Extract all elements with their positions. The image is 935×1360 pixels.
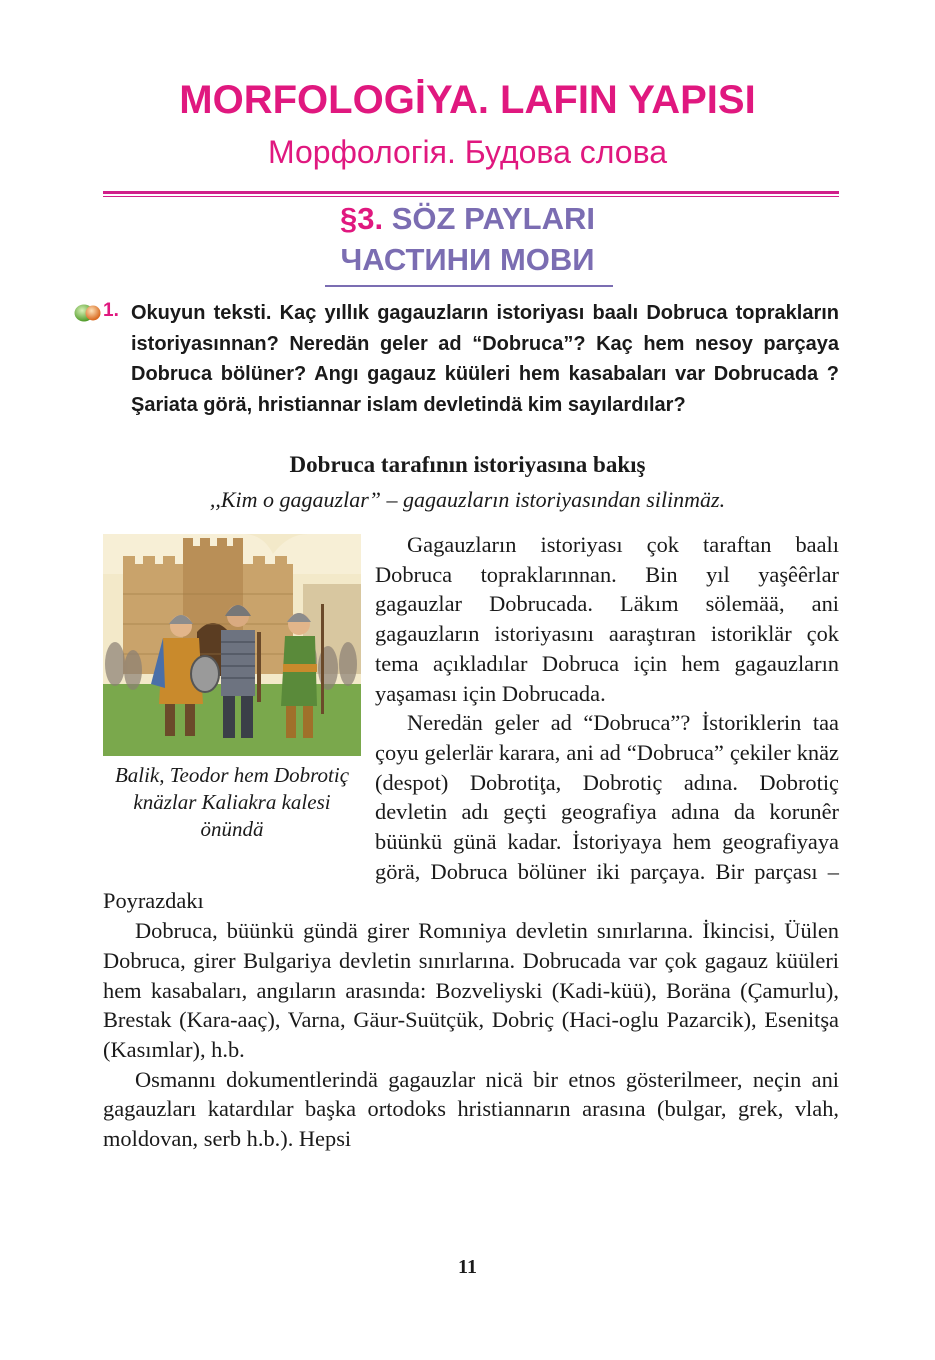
section-number: §3. <box>340 201 384 236</box>
section-heading <box>0 201 935 237</box>
figure-space <box>103 530 375 886</box>
task-text: Okuyun teksti. Kaç yıllık gagauzların istoriyası baalı Dobruca toprakların istoriyasınnan? Neredän geler ad “Dobruca”? Kaç hem nesoy parçaya Dobruca bölüner? Angı gagauz küüleri hem kasabaları var Dobrucada ? Şariata görä, hristiannar islam devletindä kim sayılardılar? <box>131 302 839 416</box>
paragraph: Osmannı dokumentlerindä gagauzlar nicä bir etnos gösterilmeer, neçin ani gagauzları katardılar başka ortodoks hristiannarın arasına (bulgar, grek, vlah, moldovan, serb h.b.). Hepsi <box>103 1066 839 1152</box>
section-heading-ukr: ЧАСТИНИ МОВИ <box>340 242 595 277</box>
task-icon <box>74 303 102 323</box>
header-rule <box>103 191 839 194</box>
section-underline <box>325 285 613 287</box>
body-text <box>103 530 839 1154</box>
figure-caption: Balik, Teodor hem Dobrotiç knäzlar Kaliakra kalesi önündä <box>114 763 350 841</box>
reading-epigraph: ,,Kim o gagauzlar” – gagauzların istoriyasından silinmäz. <box>209 487 726 512</box>
chapter-subtitle: Морфологія. Будова слова <box>267 134 668 170</box>
reading-title: Dobruca tarafının istoriyasına bakış <box>289 452 646 477</box>
paragraph: Gagauzların istoriyası çok taraftan baalı Dobruca topraklarınnan. Bin yıl yaşêêrlar gagauzlar Dobrucada. Läkım sölemää, ani gagauzların istoriyasını aaraştıran istoriklär çok tema açıkladılar Dobruca için hem gagauzların yaşaması için Dobrucada. <box>375 532 839 706</box>
header-rule-thin <box>103 196 839 197</box>
paragraph: Neredän geler ad “Dobruca”? İstoriklerin taa çoyu gelerlär karara, ani ad “Dobruca” çekiler knäz (despot) Dobrotiţa, Dobrotiç adına. Dobrotiç devletin adı geçti geografiya adına da korunêr büünkü günä kadar. İstoriyaya hem geografiyaya görä, Dobruca bölüner iki parçaya. Bir parçası – Poyrazdakı <box>103 710 839 914</box>
chapter-title: MORFOLOGİYA. LAFIN YAPISI <box>179 78 756 122</box>
section-name: SÖZ PAYLARI <box>391 201 595 236</box>
paragraph: Dobruca, büünkü gündä girer Romıniya devletin sınırlarına. İkincisi, Üülen Dobruca, girer Bulgariya devletin sınırlarına. Dobrucada var çok gagauz küüleri hem kasabaları, angıların arasında: Bozveliyski (Kadi-küü), Boräna (Çamurlu), Brestak (Kara-aaç), Varna, Gäur-Suütçük, Dobriç (Haci-oglu Pazarcik), Esenitşa (Kasımlar), h.b. <box>103 918 839 1062</box>
task-number: 1. <box>103 300 119 321</box>
page-number: 11 <box>458 1256 477 1278</box>
